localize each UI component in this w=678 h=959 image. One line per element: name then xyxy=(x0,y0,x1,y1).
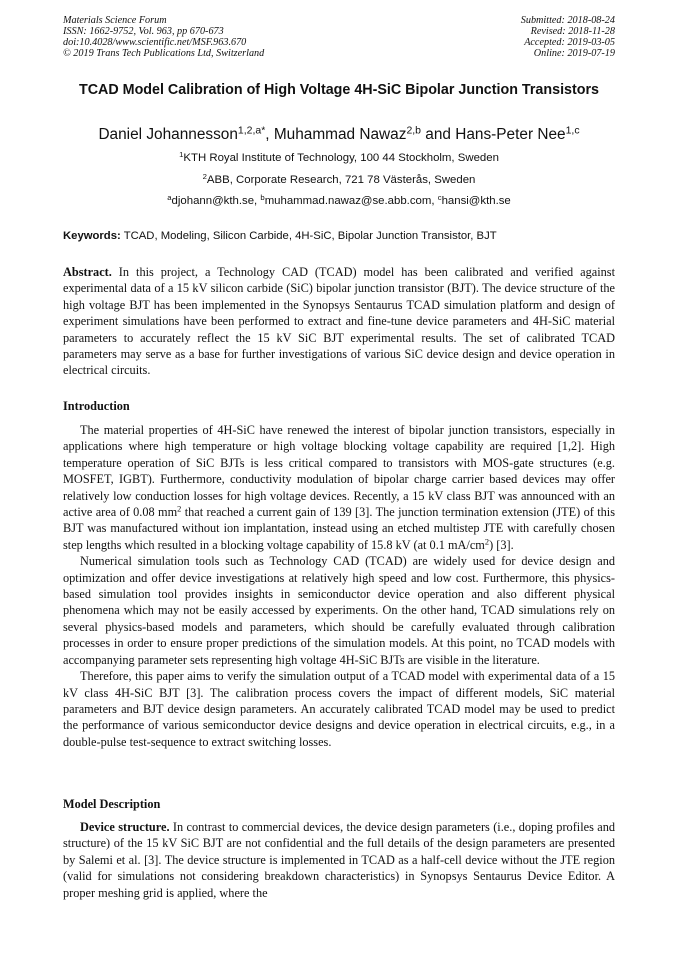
revised-date: Revised: 2018-11-28 xyxy=(530,26,615,37)
email-text: djohann@kth.se, xyxy=(171,195,261,207)
email-superscript: c xyxy=(437,192,442,202)
author-line xyxy=(40,125,638,145)
journal-header-left xyxy=(63,15,264,59)
affiliation-2 xyxy=(40,173,638,187)
journal-issn: ISSN: 1662-9752, Vol. 963, pp 670-673 xyxy=(63,26,224,37)
device-structure-text: In contrast to commercial devices, the device design parameters (i.e., doping profiles and structure) of the 15 kV SiC BJT are not confidential and the full details of the design parameters are presented by Salemi et al. [3]. The device structure is implemented in TCAD as a half-cell device without the JTE region (valid for simulations not considering breakdown characteristics) in Synopsys Sentaurus Device Editor. A proper meshing grid is applied, where the xyxy=(63,820,615,900)
affiliation-superscript: 1 xyxy=(179,149,184,159)
affiliation-text: ABB, Corporate Research, 721 78 Västerås, Sweden xyxy=(206,174,476,186)
email-text: muhammad.nawaz@se.abb.com, xyxy=(264,195,438,207)
keywords-label: Keywords: xyxy=(63,230,121,242)
intro-p1-text: that reached a current gain of 139 [3]. The junction termination extension (JTE) of this BJT was manufactured without ion implantation, instead using an etched multistep JTE with carefully chosen step lengths which resulted in a blocking voltage capability of 15.8 kV (at 0.1 mA/cm xyxy=(63,505,615,552)
journal-name: Materials Science Forum xyxy=(63,15,167,26)
affiliation-text: KTH Royal Institute of Technology, 100 44 Stockholm, Sweden xyxy=(183,152,499,164)
author-name: Hans-Peter Nee xyxy=(455,126,566,143)
author-name: Daniel Johannesson xyxy=(98,126,238,143)
abstract-text: In this project, a Technology CAD (TCAD) model has been calibrated and verified against experimental data of a 15 kV silicon carbide (SiC) bipolar junction transistor (BJT). The device structure of the high voltage BJT has been implemented in the Synopsys Sentaurus TCAD simulation platform and design of experiment simulations have been performed to extract and fine-tune device parameters and 4H-SiC material parameters to accurately reflect the 15 kV SiC BJT experimental results. The set of calibrated TCAD parameters may serve as a base for further investigations of various SiC device design and device operation in electrical circuits. xyxy=(63,265,615,378)
accepted-date: Accepted: 2019-03-05 xyxy=(524,37,615,48)
keywords-text: TCAD, Modeling, Silicon Carbide, 4H-SiC, Bipolar Junction Transistor, BJT xyxy=(120,230,497,242)
device-structure-paragraph xyxy=(63,819,615,901)
abstract-label: Abstract. xyxy=(63,265,112,279)
introduction-heading: Introduction xyxy=(63,399,130,413)
journal-header-right xyxy=(521,15,615,59)
submitted-date: Submitted: 2018-08-24 xyxy=(520,15,615,26)
model-description-body xyxy=(63,819,615,901)
author-name: Muhammad Nawaz xyxy=(273,126,407,143)
email-text: hansi@kth.se xyxy=(441,195,511,207)
copyright-line: © 2019 Trans Tech Publications Ltd, Switzerland xyxy=(63,48,265,59)
author-superscript: 1,2,a* xyxy=(237,125,266,137)
device-structure-label: Device structure. xyxy=(80,820,170,834)
author-superscript: 1,c xyxy=(565,125,580,137)
model-description-heading: Model Description xyxy=(63,797,161,811)
keywords-line xyxy=(63,229,615,243)
intro-paragraph-2: Numerical simulation tools such as Technology CAD (TCAD) are widely used for device design and optimization and offer device investigations at relatively high speed and low cost. Furthermore, this physics-based simulation tool provides insights in semiconductor device operation and also different physical phenomena which may not be easily accessed by experiments. On the other hand, TCAD simulations rely on several physics-based models and parameters, which should be carefully evaluated through calibration processes in order to ensure proper predictions of the simulation models. At this point, no TCAD models with accompanying parameter sets representing high voltage 4H-SiC BJTs are visible in the literature. xyxy=(63,554,615,667)
intro-p1-text: The material properties of 4H-SiC have renewed the interest of bipolar junction transistors, especially in applications where high temperature or high voltage blocking voltage capability are required [1,2]. High temperature operation of SiC BJTs is less critical compared to transistors with MOS-gate structures (e.g. MOSFET, IGBT). Furthermore, conductivity modulation of bipolar charge carrier based devices may offer relatively low conduction losses for high voltage devices. Recently, a 15 kV class BJT was announced with an active area of 0.08 mm xyxy=(63,423,615,520)
intro-paragraph-1 xyxy=(63,422,615,553)
affiliation-superscript: 2 xyxy=(202,171,207,181)
email-superscript: a xyxy=(167,192,172,202)
superscript: 2 xyxy=(177,504,182,514)
superscript: 2 xyxy=(484,537,490,547)
introduction-body xyxy=(63,422,615,750)
online-date: Online: 2019-07-19 xyxy=(533,48,615,59)
affiliation-1 xyxy=(40,151,638,165)
intro-paragraph-3: Therefore, this paper aims to verify the simulation output of a TCAD model with experimental data of a 15 kV class 4H-SiC BJT [3]. The calibration process covers the impact of different models, SiC material parameters and BJT device design parameters. An accurately calibrated TCAD model may be used to predict the performance of various semiconductor device designs and device operation in electrical circuits, e.g., in a double-pulse test-sequence to extract switching losses. xyxy=(63,669,615,749)
intro-p1-text: ) [3]. xyxy=(489,537,514,552)
author-emails xyxy=(40,194,638,208)
email-superscript: b xyxy=(260,192,265,202)
abstract-paragraph xyxy=(63,264,615,379)
journal-doi: doi:10.4028/www.scientific.net/MSF.963.670 xyxy=(63,37,247,48)
paper-title: TCAD Model Calibration of High Voltage 4H-SiC Bipolar Junction Transistors xyxy=(78,82,600,98)
author-separator: , xyxy=(265,126,274,143)
author-superscript: 2,b xyxy=(406,125,421,137)
author-separator: and xyxy=(421,126,456,143)
